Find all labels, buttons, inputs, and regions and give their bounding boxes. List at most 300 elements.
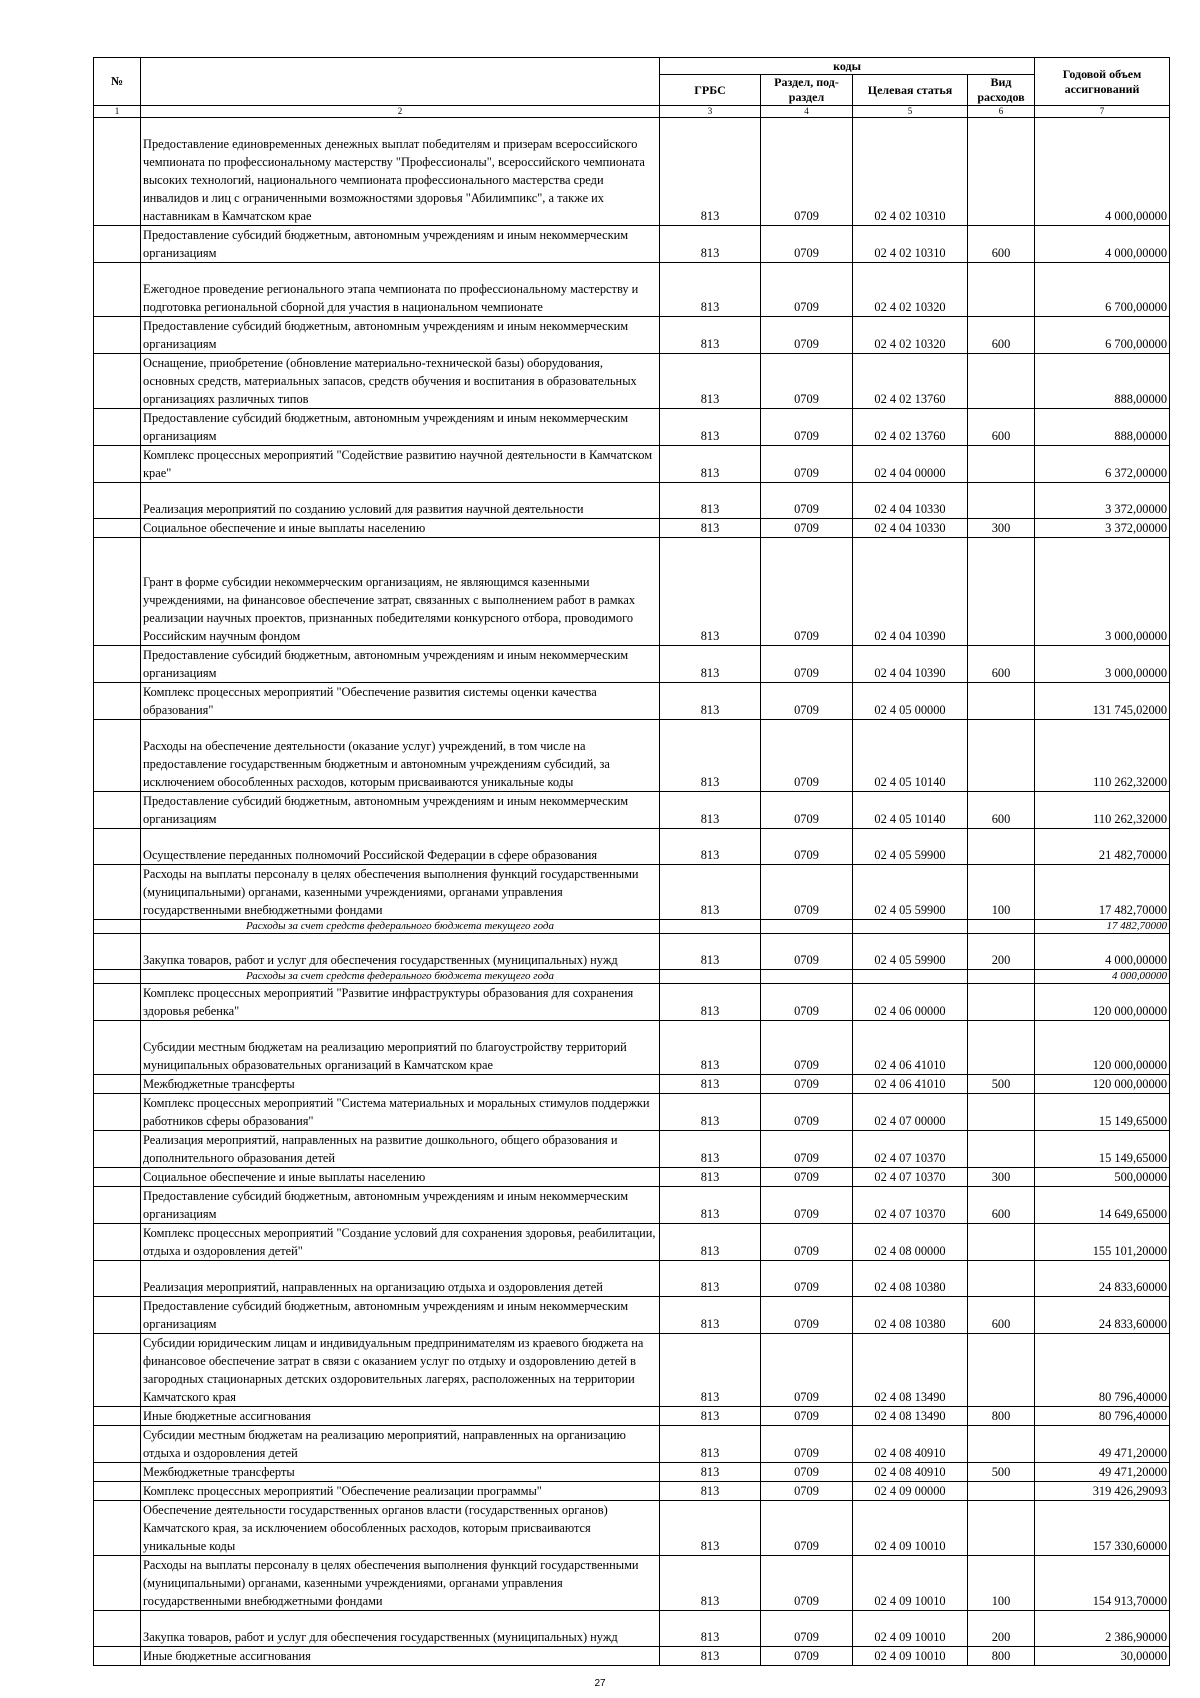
row-target <box>853 920 968 934</box>
row-grbs: 813 <box>660 934 761 970</box>
row-target: 02 4 08 40910 <box>853 1426 968 1463</box>
row-grbs: 813 <box>660 446 761 483</box>
row-number <box>94 118 141 226</box>
row-amount: 4 000,00000 <box>1035 118 1170 226</box>
row-number <box>94 483 141 519</box>
row-amount: 4 000,00000 <box>1035 226 1170 263</box>
table-row <box>94 354 1170 409</box>
row-grbs: 813 <box>660 1094 761 1131</box>
row-section: 0709 <box>761 1094 853 1131</box>
row-name: Предоставление субсидий бюджетным, автономным учреждениям и иным некоммерческим организациям <box>141 1297 660 1334</box>
table-row <box>94 865 1170 920</box>
row-section: 0709 <box>761 646 853 683</box>
row-number <box>94 538 141 646</box>
table-row <box>94 1482 1170 1501</box>
row-section: 0709 <box>761 1463 853 1482</box>
row-target: 02 4 06 41010 <box>853 1075 968 1094</box>
row-number <box>94 1501 141 1556</box>
row-target: 02 4 06 41010 <box>853 1021 968 1075</box>
row-grbs: 813 <box>660 1021 761 1075</box>
row-kind <box>968 720 1035 792</box>
row-grbs: 813 <box>660 317 761 354</box>
row-amount: 80 796,40000 <box>1035 1407 1170 1426</box>
federal-subtotal-row <box>94 920 1170 934</box>
row-grbs: 813 <box>660 720 761 792</box>
row-number <box>94 1334 141 1407</box>
row-section: 0709 <box>761 683 853 720</box>
row-section: 0709 <box>761 1501 853 1556</box>
row-section: 0709 <box>761 1647 853 1666</box>
row-kind <box>968 1261 1035 1297</box>
row-name: Расходы за счет средств федерального бюджета текущего года <box>141 970 660 984</box>
row-amount: 3 372,00000 <box>1035 519 1170 538</box>
row-kind <box>968 1021 1035 1075</box>
table-row <box>94 1407 1170 1426</box>
row-name: Расходы за счет средств федерального бюджета текущего года <box>141 920 660 934</box>
row-kind: 600 <box>968 317 1035 354</box>
row-section: 0709 <box>761 984 853 1021</box>
table-row <box>94 1168 1170 1187</box>
row-kind <box>968 1334 1035 1407</box>
row-name: Предоставление субсидий бюджетным, автономным учреждениям и иным некоммерческим организациям <box>141 646 660 683</box>
row-kind: 100 <box>968 1556 1035 1611</box>
row-target: 02 4 09 10010 <box>853 1647 968 1666</box>
row-name: Комплекс процессных мероприятий "Обеспечение развития системы оценки качества образования" <box>141 683 660 720</box>
row-name: Оснащение, приобретение (обновление материально-технической базы) оборудования, основных средств, материальных запасов, средств обучения и воспитания в образовательных организациях различных типов <box>141 354 660 409</box>
row-kind: 300 <box>968 1168 1035 1187</box>
row-kind: 500 <box>968 1463 1035 1482</box>
row-name: Комплекс процессных мероприятий "Содействие развитию научной деятельности в Камчатском крае" <box>141 446 660 483</box>
row-kind <box>968 538 1035 646</box>
row-kind <box>968 354 1035 409</box>
row-number <box>94 1187 141 1224</box>
row-grbs: 813 <box>660 1647 761 1666</box>
row-grbs: 813 <box>660 1224 761 1261</box>
row-number <box>94 646 141 683</box>
row-name: Социальное обеспечение и иные выплаты населению <box>141 1168 660 1187</box>
row-name: Закупка товаров, работ и услуг для обеспечения государственных (муниципальных) нужд <box>141 1611 660 1647</box>
row-amount: 2 386,90000 <box>1035 1611 1170 1647</box>
row-number <box>94 226 141 263</box>
table-row <box>94 720 1170 792</box>
row-grbs: 813 <box>660 1334 761 1407</box>
row-kind: 600 <box>968 1297 1035 1334</box>
row-name: Предоставление субсидий бюджетным, автономным учреждениям и иным некоммерческим организациям <box>141 226 660 263</box>
row-amount: 21 482,70000 <box>1035 829 1170 865</box>
table-row <box>94 118 1170 226</box>
row-amount: 110 262,32000 <box>1035 792 1170 829</box>
row-number <box>94 1094 141 1131</box>
row-amount: 3 000,00000 <box>1035 538 1170 646</box>
row-amount: 157 330,60000 <box>1035 1501 1170 1556</box>
table-row <box>94 1021 1170 1075</box>
row-amount: 3 000,00000 <box>1035 646 1170 683</box>
row-number <box>94 1611 141 1647</box>
row-number <box>94 1556 141 1611</box>
row-grbs: 813 <box>660 1482 761 1501</box>
table-row <box>94 683 1170 720</box>
row-number <box>94 683 141 720</box>
row-kind <box>968 1094 1035 1131</box>
row-section: 0709 <box>761 792 853 829</box>
row-number <box>94 1297 141 1334</box>
row-target: 02 4 07 10370 <box>853 1168 968 1187</box>
table-row <box>94 1224 1170 1261</box>
row-kind <box>968 1131 1035 1168</box>
row-amount: 120 000,00000 <box>1035 1021 1170 1075</box>
table-row <box>94 1131 1170 1168</box>
row-section: 0709 <box>761 1075 853 1094</box>
row-target: 02 4 08 13490 <box>853 1407 968 1426</box>
row-name: Осуществление переданных полномочий Российской Федерации в сфере образования <box>141 829 660 865</box>
row-grbs: 813 <box>660 409 761 446</box>
row-target: 02 4 08 40910 <box>853 1463 968 1482</box>
row-grbs: 813 <box>660 354 761 409</box>
table-row <box>94 1647 1170 1666</box>
row-amount: 17 482,70000 <box>1035 865 1170 920</box>
row-number <box>94 263 141 317</box>
row-target: 02 4 02 13760 <box>853 354 968 409</box>
row-target: 02 4 04 00000 <box>853 446 968 483</box>
row-name: Расходы на выплаты персоналу в целях обеспечения выполнения функций государственными (муниципальными) органами, казенными учреждениями, органами управления государственными внебюджетными фондами <box>141 865 660 920</box>
row-number <box>94 970 141 984</box>
row-grbs: 813 <box>660 263 761 317</box>
row-grbs: 813 <box>660 1297 761 1334</box>
row-name: Предоставление субсидий бюджетным, автономным учреждениям и иным некоммерческим организациям <box>141 792 660 829</box>
row-name: Предоставление субсидий бюджетным, автономным учреждениям и иным некоммерческим организациям <box>141 317 660 354</box>
row-section: 0709 <box>761 226 853 263</box>
row-kind <box>968 446 1035 483</box>
header-grbs: ГРБС <box>660 75 761 106</box>
row-number <box>94 1647 141 1666</box>
row-name: Иные бюджетные ассигнования <box>141 1647 660 1666</box>
col-number: 7 <box>1035 106 1170 118</box>
row-name: Грант в форме субсидии некоммерческим организациям, не являющимся казенными учреждениями, на финансовое обеспечение затрат, связанных с выполнением работ в рамках реализации научных проектов, признанных победителями конкурсного отбора, проводимого Российским научным фондом <box>141 538 660 646</box>
row-amount: 80 796,40000 <box>1035 1334 1170 1407</box>
row-name: Расходы на выплаты персоналу в целях обеспечения выполнения функций государственными (муниципальными) органами, казенными учреждениями, органами управления государственными внебюджетными фондами <box>141 1556 660 1611</box>
table-row <box>94 263 1170 317</box>
row-target: 02 4 05 10140 <box>853 792 968 829</box>
row-kind <box>968 1224 1035 1261</box>
row-kind: 600 <box>968 1187 1035 1224</box>
row-target: 02 4 05 10140 <box>853 720 968 792</box>
col-number: 4 <box>761 106 853 118</box>
row-name: Реализация мероприятий, направленных на развитие дошкольного, общего образования и дополнительного образования детей <box>141 1131 660 1168</box>
row-target: 02 4 09 10010 <box>853 1556 968 1611</box>
row-grbs: 813 <box>660 1187 761 1224</box>
row-section: 0709 <box>761 1334 853 1407</box>
row-section: 0709 <box>761 720 853 792</box>
row-amount: 110 262,32000 <box>1035 720 1170 792</box>
page-number: 27 <box>594 1678 606 1689</box>
row-name: Предоставление субсидий бюджетным, автономным учреждениям и иным некоммерческим организациям <box>141 409 660 446</box>
row-number <box>94 865 141 920</box>
table-row <box>94 538 1170 646</box>
row-number <box>94 1482 141 1501</box>
row-number <box>94 1224 141 1261</box>
col-number: 3 <box>660 106 761 118</box>
row-section: 0709 <box>761 1131 853 1168</box>
table-row <box>94 1094 1170 1131</box>
row-kind: 800 <box>968 1647 1035 1666</box>
row-section: 0709 <box>761 1407 853 1426</box>
row-amount: 3 372,00000 <box>1035 483 1170 519</box>
table-row <box>94 1426 1170 1463</box>
row-grbs: 813 <box>660 984 761 1021</box>
row-amount: 131 745,02000 <box>1035 683 1170 720</box>
row-section: 0709 <box>761 118 853 226</box>
row-section: 0709 <box>761 1482 853 1501</box>
row-number <box>94 792 141 829</box>
row-name: Обеспечение деятельности государственных органов власти (государственных органов) Камчатского края, за исключением обособленных расходов, которым присваиваются уникальные коды <box>141 1501 660 1556</box>
header-num: № <box>94 58 141 106</box>
row-target: 02 4 04 10390 <box>853 538 968 646</box>
row-section: 0709 <box>761 483 853 519</box>
row-target: 02 4 07 10370 <box>853 1187 968 1224</box>
header-kind: Вид расходов <box>968 75 1035 106</box>
row-grbs: 813 <box>660 1261 761 1297</box>
row-number <box>94 920 141 934</box>
table-row <box>94 1501 1170 1556</box>
row-amount: 15 149,65000 <box>1035 1131 1170 1168</box>
row-number <box>94 317 141 354</box>
row-grbs: 813 <box>660 1075 761 1094</box>
row-name: Ежегодное проведение регионального этапа чемпионата по профессиональному мастерству и подготовка региональной сборной для участия в национальном чемпионате <box>141 263 660 317</box>
row-grbs: 813 <box>660 1556 761 1611</box>
row-name: Комплекс процессных мероприятий "Развитие инфраструктуры образования для сохранения здоровья ребенка" <box>141 984 660 1021</box>
row-name: Социальное обеспечение и иные выплаты населению <box>141 519 660 538</box>
row-amount: 49 471,20000 <box>1035 1426 1170 1463</box>
row-amount: 154 913,70000 <box>1035 1556 1170 1611</box>
row-section: 0709 <box>761 1297 853 1334</box>
row-grbs: 813 <box>660 538 761 646</box>
row-grbs: 813 <box>660 792 761 829</box>
row-amount: 17 482,70000 <box>1035 920 1170 934</box>
table-row <box>94 1611 1170 1647</box>
row-kind <box>968 984 1035 1021</box>
row-section: 0709 <box>761 1611 853 1647</box>
row-grbs: 813 <box>660 519 761 538</box>
row-name: Межбюджетные трансферты <box>141 1075 660 1094</box>
row-amount: 888,00000 <box>1035 409 1170 446</box>
row-target: 02 4 05 00000 <box>853 683 968 720</box>
row-target: 02 4 05 59900 <box>853 829 968 865</box>
row-kind <box>968 829 1035 865</box>
row-number <box>94 1131 141 1168</box>
row-grbs: 813 <box>660 1407 761 1426</box>
row-name: Расходы на обеспечение деятельности (оказание услуг) учреждений, в том числе на предоставление государственным бюджетным и автономным учреждениям субсидий, за исключением обособленных расходов, которым присваиваются уникальные коды <box>141 720 660 792</box>
budget-table <box>93 57 1170 1666</box>
row-name: Субсидии местным бюджетам на реализацию мероприятий по благоустройству территорий муниципальных образовательных организаций в Камчатском крае <box>141 1021 660 1075</box>
row-kind: 100 <box>968 865 1035 920</box>
row-amount: 888,00000 <box>1035 354 1170 409</box>
row-target: 02 4 08 00000 <box>853 1224 968 1261</box>
row-name: Иные бюджетные ассигнования <box>141 1407 660 1426</box>
row-number <box>94 519 141 538</box>
row-name: Закупка товаров, работ и услуг для обеспечения государственных (муниципальных) нужд <box>141 934 660 970</box>
row-section: 0709 <box>761 829 853 865</box>
table-row <box>94 1334 1170 1407</box>
row-number <box>94 829 141 865</box>
row-grbs: 813 <box>660 646 761 683</box>
row-amount: 120 000,00000 <box>1035 984 1170 1021</box>
row-target: 02 4 05 59900 <box>853 934 968 970</box>
table-row <box>94 1261 1170 1297</box>
row-name: Субсидии юридическим лицам и индивидуальным предпринимателям из краевого бюджета на финансовое обеспечение затрат в связи с оказанием услуг по отдыху и оздоровлению детей в загородных стационарных детских оздоровительных лагерях, расположенных на территории Камчатского края <box>141 1334 660 1407</box>
row-section: 0709 <box>761 865 853 920</box>
row-grbs <box>660 970 761 984</box>
row-kind <box>968 118 1035 226</box>
row-number <box>94 1261 141 1297</box>
row-target: 02 4 07 10370 <box>853 1131 968 1168</box>
row-name: Комплекс процессных мероприятий "Создание условий для сохранения здоровья, реабилитации, отдыха и оздоровления детей" <box>141 1224 660 1261</box>
row-kind: 600 <box>968 646 1035 683</box>
row-section: 0709 <box>761 519 853 538</box>
table-row <box>94 519 1170 538</box>
row-amount: 4 000,00000 <box>1035 934 1170 970</box>
row-number <box>94 409 141 446</box>
row-name: Комплекс процессных мероприятий "Обеспечение реализации программы" <box>141 1482 660 1501</box>
row-name: Предоставление единовременных денежных выплат победителям и призерам всероссийского чемпионата по профессиональному мастерству "Профессионалы", всероссийского чемпионата высоких технологий, национального чемпионата профессионального мастерства среди инвалидов и лиц с ограниченными возможностями здоровья "Абилимпикс", а также их наставникам в Камчатском крае <box>141 118 660 226</box>
row-section: 0709 <box>761 317 853 354</box>
row-amount: 319 426,29093 <box>1035 1482 1170 1501</box>
col-number: 6 <box>968 106 1035 118</box>
table-row <box>94 934 1170 970</box>
row-kind <box>968 920 1035 934</box>
row-grbs: 813 <box>660 118 761 226</box>
row-amount: 6 372,00000 <box>1035 446 1170 483</box>
row-number <box>94 354 141 409</box>
row-kind: 600 <box>968 226 1035 263</box>
row-kind: 200 <box>968 1611 1035 1647</box>
row-target: 02 4 09 00000 <box>853 1482 968 1501</box>
row-amount: 24 833,60000 <box>1035 1297 1170 1334</box>
row-grbs: 813 <box>660 226 761 263</box>
row-target: 02 4 02 10320 <box>853 263 968 317</box>
row-section: 0709 <box>761 1168 853 1187</box>
row-kind <box>968 1426 1035 1463</box>
row-amount: 30,00000 <box>1035 1647 1170 1666</box>
row-target: 02 4 02 13760 <box>853 409 968 446</box>
row-target: 02 4 07 00000 <box>853 1094 968 1131</box>
row-target: 02 4 09 10010 <box>853 1501 968 1556</box>
row-amount: 6 700,00000 <box>1035 263 1170 317</box>
table-row <box>94 483 1170 519</box>
row-name: Реализация мероприятий, направленных на организацию отдыха и оздоровления детей <box>141 1261 660 1297</box>
row-grbs: 813 <box>660 1131 761 1168</box>
row-target: 02 4 02 10310 <box>853 118 968 226</box>
row-name: Межбюджетные трансферты <box>141 1463 660 1482</box>
table-row <box>94 1187 1170 1224</box>
row-grbs: 813 <box>660 1611 761 1647</box>
table-row <box>94 446 1170 483</box>
header-name <box>141 58 660 106</box>
table-row <box>94 409 1170 446</box>
row-kind <box>968 1482 1035 1501</box>
row-kind <box>968 263 1035 317</box>
row-kind: 300 <box>968 519 1035 538</box>
row-grbs: 813 <box>660 1463 761 1482</box>
row-name: Субсидии местным бюджетам на реализацию мероприятий, направленных на организацию отдыха и оздоровления детей <box>141 1426 660 1463</box>
row-number <box>94 934 141 970</box>
row-number <box>94 1021 141 1075</box>
row-grbs: 813 <box>660 829 761 865</box>
col-number: 1 <box>94 106 141 118</box>
row-amount: 120 000,00000 <box>1035 1075 1170 1094</box>
row-target: 02 4 04 10330 <box>853 483 968 519</box>
row-kind: 800 <box>968 1407 1035 1426</box>
row-section: 0709 <box>761 1224 853 1261</box>
table-body <box>94 118 1170 1666</box>
row-target: 02 4 02 10320 <box>853 317 968 354</box>
table-row <box>94 1297 1170 1334</box>
row-grbs: 813 <box>660 865 761 920</box>
row-grbs: 813 <box>660 1426 761 1463</box>
header-target: Целевая статья <box>853 75 968 106</box>
table-row <box>94 1556 1170 1611</box>
row-target: 02 4 09 10010 <box>853 1611 968 1647</box>
row-number <box>94 984 141 1021</box>
row-number <box>94 446 141 483</box>
row-kind <box>968 683 1035 720</box>
row-kind: 600 <box>968 792 1035 829</box>
table-row <box>94 317 1170 354</box>
row-target: 02 4 08 10380 <box>853 1261 968 1297</box>
row-target: 02 4 02 10310 <box>853 226 968 263</box>
table-row <box>94 829 1170 865</box>
col-number: 2 <box>141 106 660 118</box>
row-target: 02 4 06 00000 <box>853 984 968 1021</box>
row-target: 02 4 04 10390 <box>853 646 968 683</box>
row-section: 0709 <box>761 354 853 409</box>
row-number <box>94 720 141 792</box>
header-section: Раздел, под-раздел <box>761 75 853 106</box>
row-section: 0709 <box>761 446 853 483</box>
row-name: Комплекс процессных мероприятий "Система материальных и моральных стимулов поддержки работников сферы образования" <box>141 1094 660 1131</box>
row-section: 0709 <box>761 934 853 970</box>
table-row <box>94 984 1170 1021</box>
row-amount: 155 101,20000 <box>1035 1224 1170 1261</box>
row-grbs: 813 <box>660 1168 761 1187</box>
row-target: 02 4 04 10330 <box>853 519 968 538</box>
row-amount: 14 649,65000 <box>1035 1187 1170 1224</box>
row-amount: 49 471,20000 <box>1035 1463 1170 1482</box>
row-name: Предоставление субсидий бюджетным, автономным учреждениям и иным некоммерческим организациям <box>141 1187 660 1224</box>
row-number <box>94 1426 141 1463</box>
federal-subtotal-row <box>94 970 1170 984</box>
row-amount: 4 000,00000 <box>1035 970 1170 984</box>
row-amount: 15 149,65000 <box>1035 1094 1170 1131</box>
row-target: 02 4 05 59900 <box>853 865 968 920</box>
row-number <box>94 1168 141 1187</box>
row-section: 0709 <box>761 1261 853 1297</box>
row-section <box>761 920 853 934</box>
row-kind: 600 <box>968 409 1035 446</box>
table-header <box>94 58 1170 118</box>
row-section: 0709 <box>761 1426 853 1463</box>
row-amount: 24 833,60000 <box>1035 1261 1170 1297</box>
row-section: 0709 <box>761 263 853 317</box>
row-number <box>94 1075 141 1094</box>
header-volume: Годовой объем ассигнований <box>1035 58 1170 106</box>
row-amount: 6 700,00000 <box>1035 317 1170 354</box>
row-kind <box>968 970 1035 984</box>
row-kind <box>968 1501 1035 1556</box>
table-row <box>94 1075 1170 1094</box>
row-kind <box>968 483 1035 519</box>
row-section: 0709 <box>761 1556 853 1611</box>
header-codes: коды <box>660 58 1035 75</box>
